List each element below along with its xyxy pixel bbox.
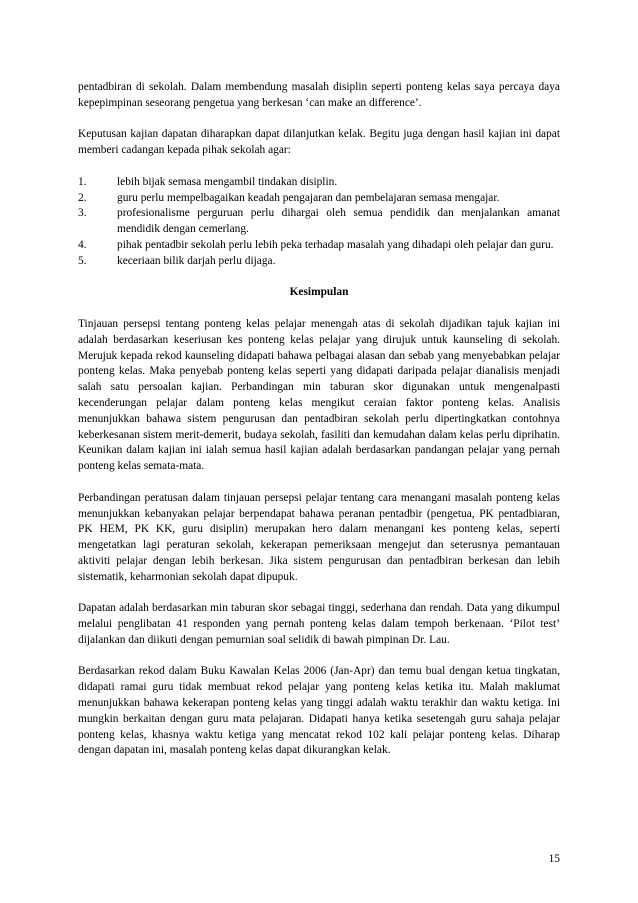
- list-item-number: 1.: [78, 175, 87, 188]
- list-item: [78, 191, 560, 207]
- paragraph-conclusion-3: Dapatan adalah berdasarkan min taburan skor sebagai tinggi, sederhana dan rendah. Data yang dikumpul melalui penglibatan 41 responden yang pernah ponteng kelas dalam tempoh berkenaan. ‘Pilot test’ dijalankan dan diikuti dengan pemurnian soal selidik di bawah pimpinan Dr. Lau.: [78, 602, 560, 646]
- paragraph-conclusion-1: Tinjauan persepsi tentang ponteng kelas pelajar menengah atas di sekolah dijadikan tajuk kajian ini adalah berdasarkan keseriusan kes ponteng kelas pelajar yang dirujuk untuk kaunseling di sekolah. Merujuk kepada rekod kaunseling didapati bahawa pelbagai alasan dan sebab yang menyebabkan pelajar ponteng kelas. Maka penyebab ponteng kelas seperti yang didapati daripada pelajar dianalisis menjadi salah satu persoalan kajian. Perbandingan min taburan skor digunakan untuk mengenalpasti kecenderungan pelajar dalam ponteng kelas mengikut ceraian faktor ponteng kelas. Analisis menunjukkan bahawa sistem pengurusan dan pentadbiran sekolah perlu dipertingkatkan contohnya keberkesanan sistem merit-demerit, budaya sekolah, fasiliti dan kemudahan dalam kelas perlu diprihatin. Keunikan dalam kajian ini ialah semua hasil kajian adalah berdasarkan pandangan pelajar yang pernah ponteng kelas semata-mata.: [78, 317, 560, 473]
- list-item: [78, 254, 560, 270]
- list-item: [78, 238, 560, 254]
- list-item-number: 2.: [78, 191, 87, 204]
- list-item-text: keceriaan bilik darjah perlu dijaga.: [117, 254, 276, 267]
- paragraph-conclusion-4: Berdasarkan rekod dalam Buku Kawalan Kelas 2006 (Jan-Apr) dan temu bual dengan ketua tingkatan, didapati ramai guru tidak membuat rekod pelajar yang ponteng kelas ketika itu. Malah maklumat menunjukkan bahawa kekerapan ponteng kelas yang tinggi adalah waktu terakhir dan waktu ketiga. Ini mungkin berkaitan dengan guru mata pelajaran. Didapati hanya ketika sesetengah guru sahaja pelajar ponteng kelas, khasnya waktu ketiga yang mencatat rekod 102 kali pelajar ponteng kelas. Diharap dengan dapatan ini, masalah ponteng kelas dapat dikurangkan kelak.: [78, 665, 560, 757]
- page-number: 15: [548, 853, 560, 865]
- list-item: [78, 175, 560, 191]
- list-item-number: 5.: [78, 254, 87, 267]
- list-item-number: 3.: [78, 207, 87, 220]
- paragraph-continuation: pentadbiran di sekolah. Dalam membendung masalah disiplin seperti ponteng kelas saya percaya daya kepepimpinan seseorang pengetua yang berkesan ‘can make an difference’.: [78, 81, 560, 109]
- list-item-text: pihak pentadbir sekolah perlu lebih peka terhadap masalah yang dihadapi oleh pelajar dan guru.: [117, 238, 554, 251]
- section-title: Kesimpulan: [289, 286, 349, 299]
- list-item-text: lebih bijak semasa mengambil tindakan disiplin.: [117, 175, 338, 188]
- paragraph-conclusion-2: Perbandingan peratusan dalam tinjauan persepsi pelajar tentang cara menangani masalah ponteng kelas menunjukkan kebanyakan pelajar berpendapat bahawa peranan pentadbir (pengetua, PK pentadbiaran, PK HEM, PK KK, guru disiplin) merupakan hero dalam menangani kes ponteng kelas, seperti mengetatkan lagi peraturan sekolah, kekerapan pemeriksaan mengejut dan seterusnya pemantauan aktiviti pelajar dengan lebih berkesan. Jika sistem pengurusan dan pentadbiran berkesan dan lebih sistematik, keharmonian sekolah dapat dipupuk.: [78, 491, 560, 583]
- recommendation-list: [78, 175, 560, 270]
- paragraph-recommendation-intro: Keputusan kajian dapatan diharapkan dapat dilanjutkan kelak. Begitu juga dengan hasil kajian ini dapat memberi cadangan kepada pihak sekolah agar:: [78, 128, 560, 157]
- list-item-text: guru perlu mempelbagaikan keadah pengajaran dan pembelajaran semasa mengajar.: [117, 191, 500, 204]
- list-item-number: 4.: [78, 238, 87, 251]
- list-item: [78, 206, 560, 238]
- list-item-text: profesionalisme perguruan perlu dihargai oleh semua pendidik dan menjalankan amanat mendidik dengan cemerlang.: [117, 207, 560, 236]
